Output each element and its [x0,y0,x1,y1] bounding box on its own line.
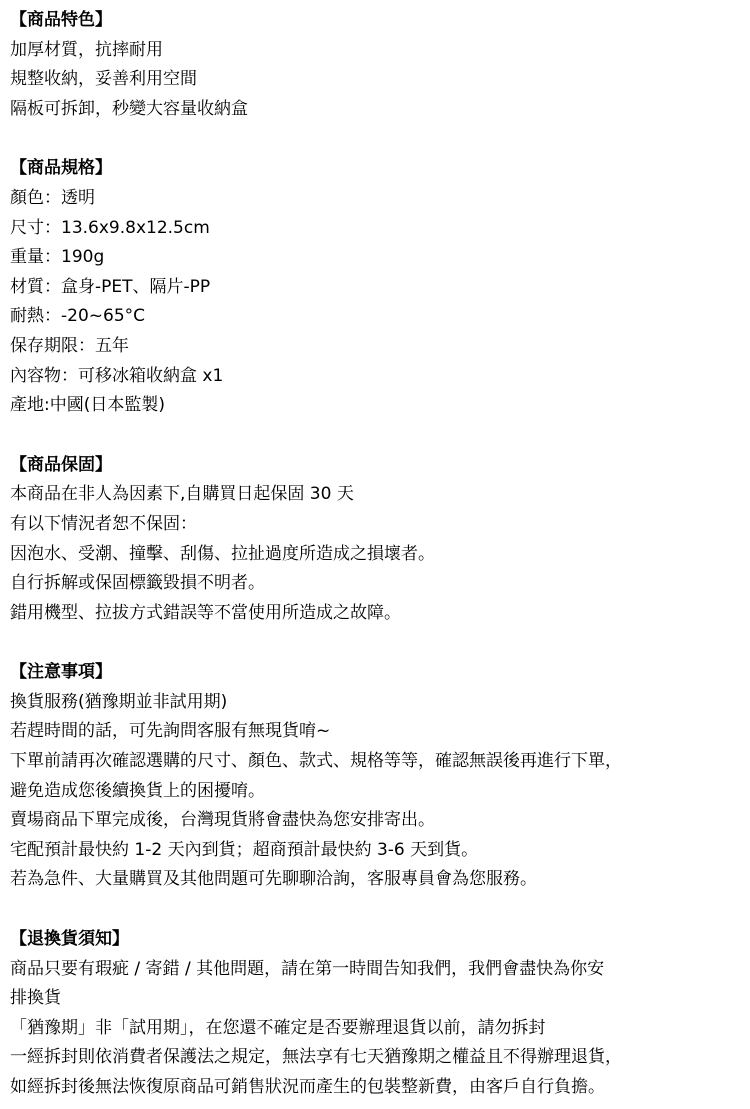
section-specs [10,154,738,420]
return-line: 商品只要有瑕疵 / 寄錯 / 其他問題，請在第一時間告知我們，我們會盡快為你安 [10,958,605,979]
warranty-line: 本商品在非人為因素下,自購買日起保固 30 天 [10,484,354,505]
spec-line: 重量：190g [10,247,105,268]
section-notices [10,658,738,895]
section-warranty [10,451,738,629]
section-title-notices: 【注意事項】 [10,662,112,683]
warranty-line: 因泡水、受潮、撞擊、刮傷、拉扯過度所造成之損壞者。 [10,543,435,564]
notice-line: 換貨服務(猶豫期並非試用期) [10,691,228,712]
feature-line: 隔板可拆卸，秒變大容量收納盒 [10,98,248,119]
spec-line: 內容物：可移冰箱收納盒 x1 [10,365,224,386]
spec-line: 顏色：透明 [10,187,95,208]
notice-line: 若為急件、大量購買及其他問題可先聊聊洽詢，客服專員會為您服務。 [10,869,537,890]
warranty-line: 自行拆解或保固標籤毀損不明者。 [10,573,265,594]
spec-line: 尺寸：13.6x9.8x12.5cm [10,217,210,238]
return-line: 「猶豫期」非「試用期」，在您還不確定是否要辦理退貨以前，請勿拆封 [10,1017,546,1038]
warranty-line: 錯用機型、拉拔方式錯誤等不當使用所造成之故障。 [10,602,401,623]
warranty-line: 有以下情況者恕不保固： [10,513,197,534]
section-title-warranty: 【商品保固】 [10,454,112,475]
spec-line: 耐熱：-20~65°C [10,306,146,327]
notice-line: 賣場商品下單完成後，台灣現貨將會盡快為您安排寄出。 [10,810,435,831]
spec-line: 材質：盒身-PET、隔片-PP [10,276,211,297]
section-features [10,6,738,124]
section-title-returns: 【退換貨須知】 [10,929,129,950]
spec-line: 保存期限：五年 [10,335,129,356]
notice-line: 避免造成您後續換貨上的困擾唷。 [10,780,265,801]
return-line: 一經拆封則依消費者保護法之規定，無法享有七天猶豫期之權益且不得辦理退貨， [10,1047,622,1068]
notice-line: 宅配預計最快約 1-2 天內到貨；超商預計最快約 3-6 天到貨。 [10,839,479,860]
feature-line: 加厚材質，抗摔耐用 [10,39,163,60]
feature-line: 規整收納，妥善利用空間 [10,69,197,90]
section-title-specs: 【商品規格】 [10,158,112,179]
notice-line: 下單前請再次確認選購的尺寸、顏色、款式、規格等等，確認無誤後再進行下單， [10,751,622,772]
return-line: 排換貨 [10,988,61,1009]
section-returns [10,925,738,1103]
notice-line: 若趕時間的話，可先詢問客服有無現貨唷~ [10,721,331,742]
spec-line: 產地:中國(日本監製) [10,395,165,416]
section-title-features: 【商品特色】 [10,10,112,30]
return-line: 如經拆封後無法恢復原商品可銷售狀況而產生的包裝整新費，由客戶自行負擔。 [10,1077,605,1097]
